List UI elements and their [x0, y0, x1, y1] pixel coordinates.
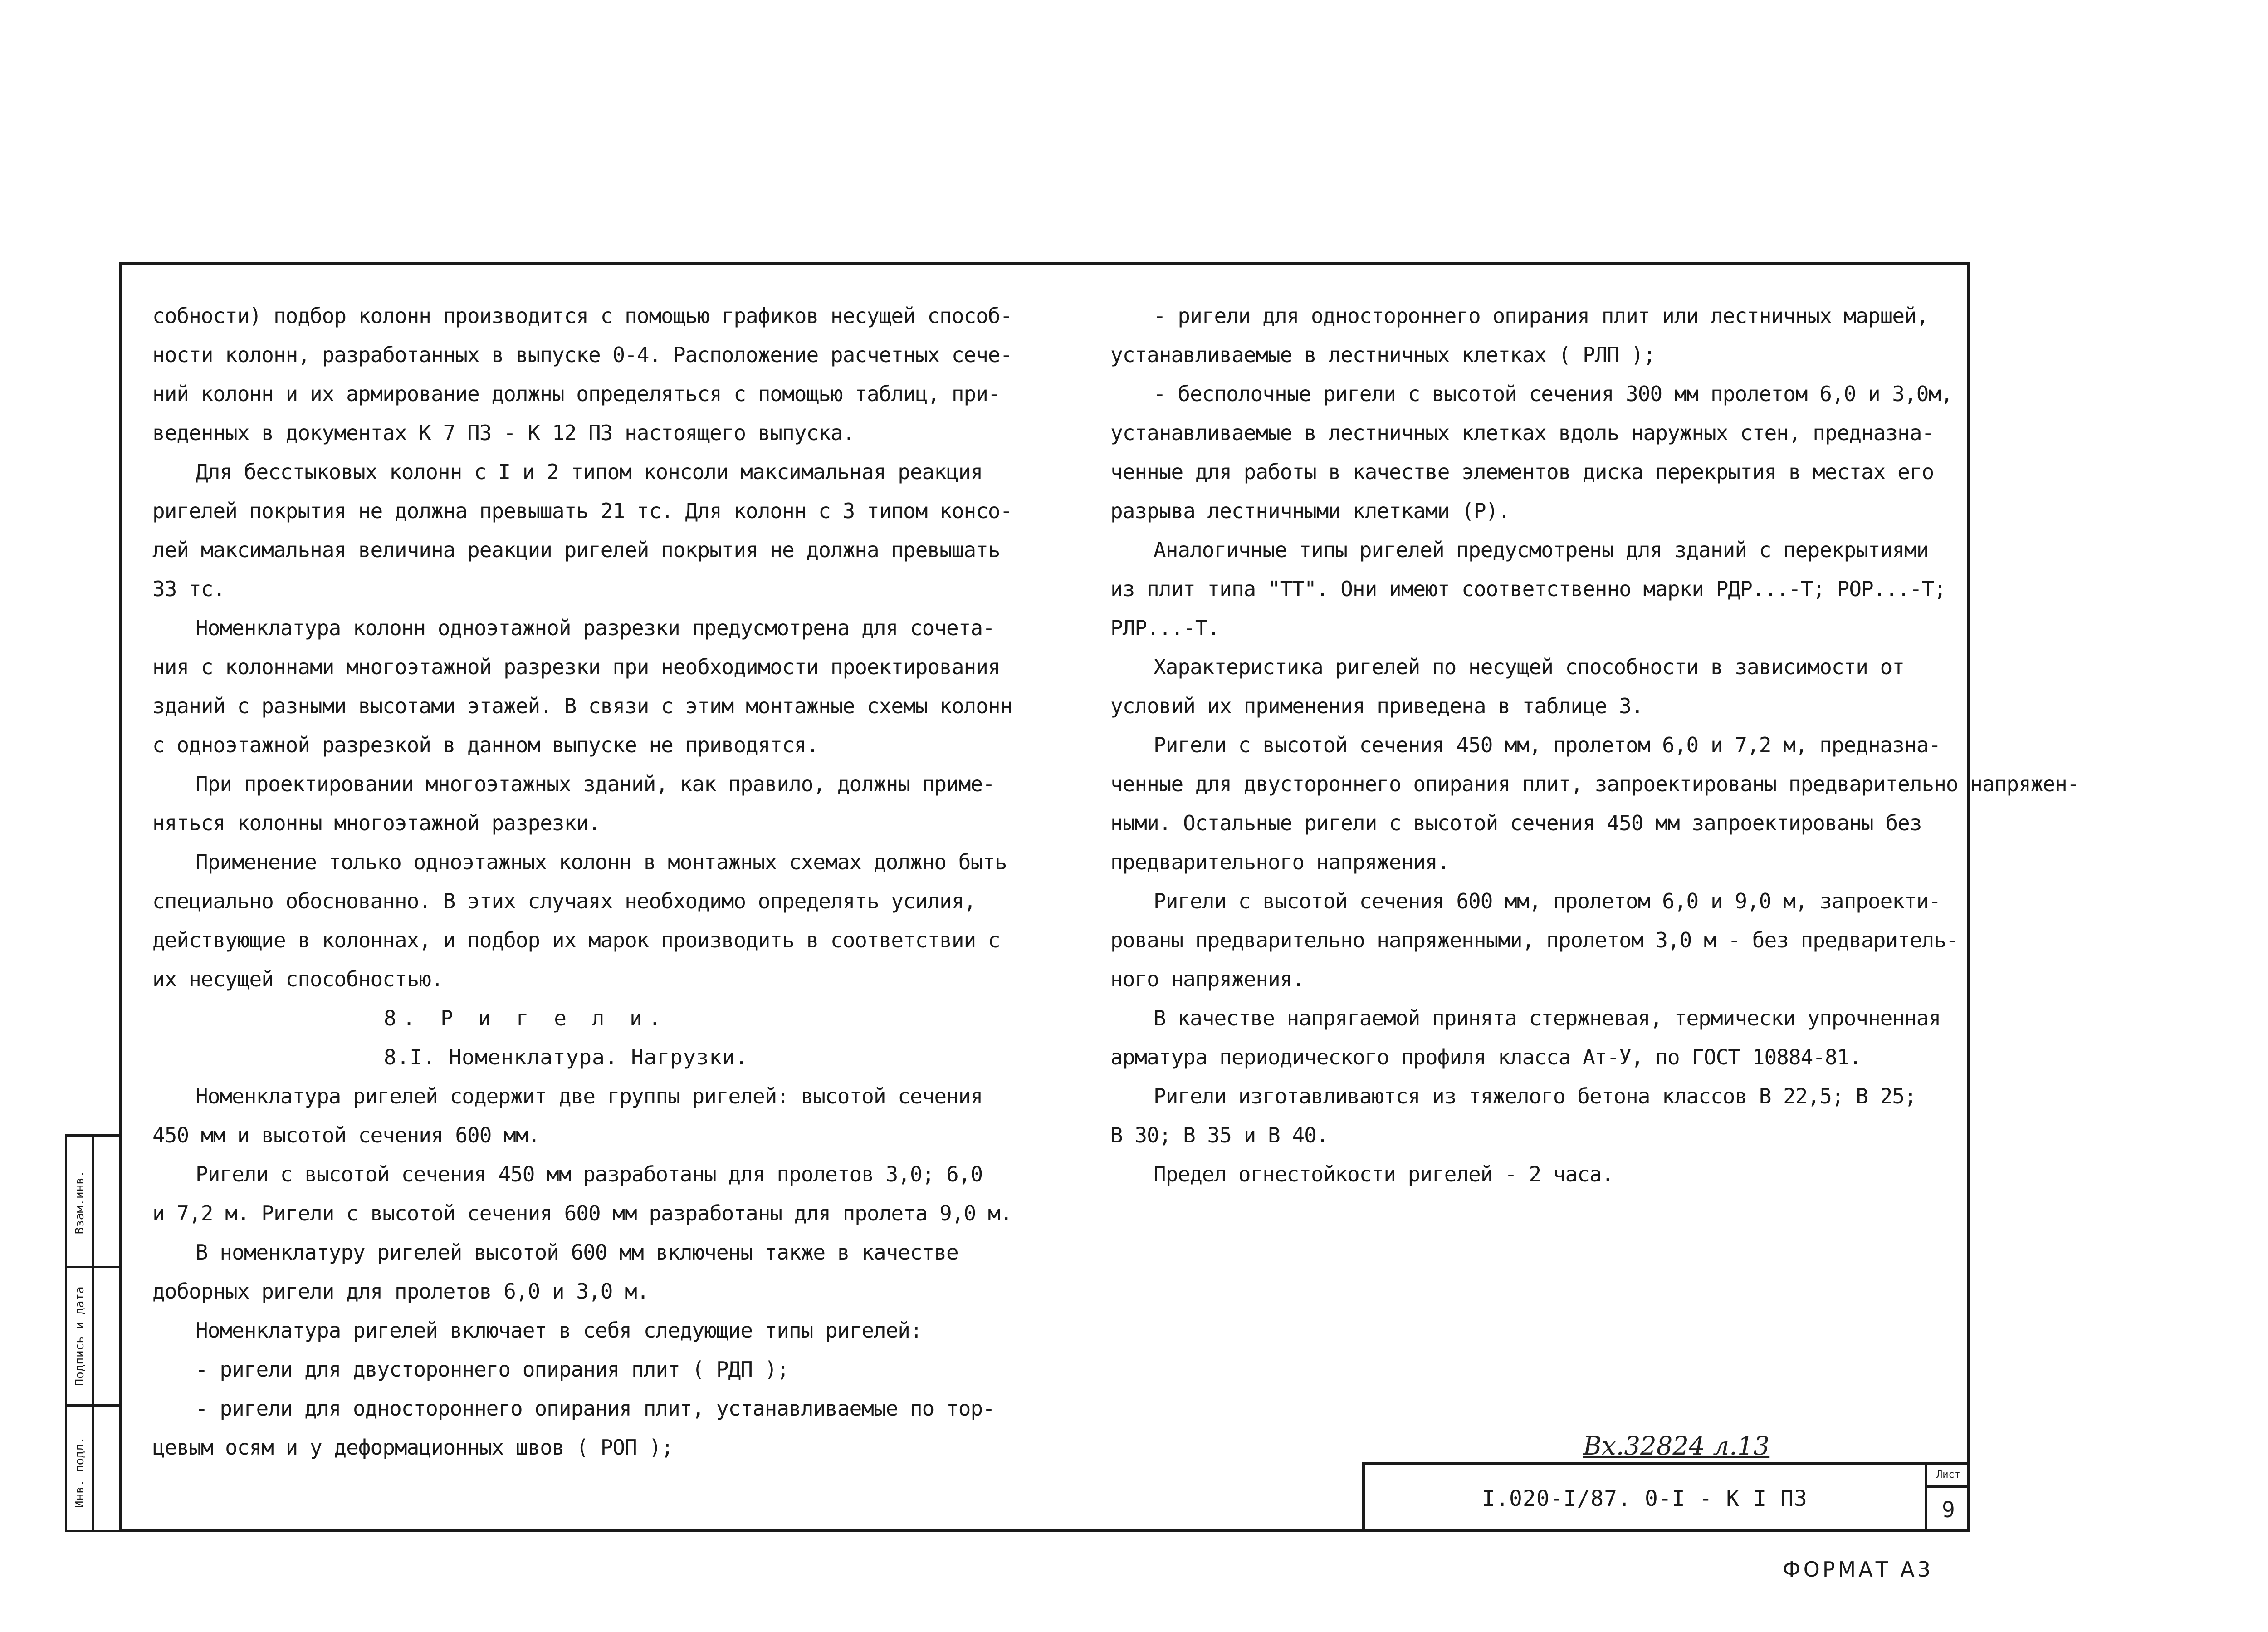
- paragraph: Ригели с высотой сечения 450 мм, пролетом 6,0 и 7,2 м, предназна- ченные для двустороннего опирания плит, запроектированы предварительно напряжен- ными. Остальные ригели с высотой сечения 450 мм запроектированы без предварительного напряжения.: [1110, 733, 2079, 874]
- list-item: - ригели для одностороннего опирания плит, устанавливаемые по тор- цевым осям и у деформационных швов ( РОП );: [152, 1396, 995, 1460]
- paragraph: Номенклатура колонн одноэтажной разрезки предусмотрена для сочета- ния с колоннами многоэтажной разрезки при необходимости проектирования зданий с разными высотами этажей. В связи с этим монтажные схемы колонн с одноэтажной разрезкой в данном выпуске не приводятся.: [152, 616, 1012, 757]
- handwritten-note: Вх.32824 л.13: [1583, 1431, 1770, 1461]
- paragraph: Номенклатура ригелей содержит две группы ригелей: высотой сечения 450 мм и высотой сечения 600 мм.: [152, 1084, 983, 1147]
- section-heading: 8. Р и г е л и.: [384, 1006, 668, 1030]
- list-item: - бесполочные ригели с высотой сечения 300 мм пролетом 6,0 и 3,0м, устанавливаемые в лестничных клетках вдоль наружных стен, предназна- ченные для работы в качестве элементов диска перекрытия в местах его разрыва лестничными клетками (Р).: [1110, 382, 1953, 523]
- list-item: - ригели для одностороннего опирания плит или лестничных маршей, устанавливаемые в лестничных клетках ( РЛП );: [1110, 304, 1929, 367]
- strip-label-replaced: Взам.инв.: [73, 1170, 87, 1235]
- paragraph: Ригели с высотой сечения 600 мм, пролетом 6,0 и 9,0 м, запроекти- рованы предварительно напряженными, пролетом 3,0 м - без предваритель- ного напряжения.: [1110, 889, 1958, 991]
- paragraph: Ригели с высотой сечения 450 мм разработаны для пролетов 3,0; 6,0 и 7,2 м. Ригели с высотой сечения 600 мм разработаны для пролета 9,0 м.: [152, 1162, 1012, 1225]
- paragraph: В номенклатуру ригелей высотой 600 мм включены также в качестве доборных ригели для пролетов 6,0 и 3,0 м.: [152, 1240, 958, 1304]
- strip-label-original: Инв. подл.: [73, 1436, 87, 1508]
- paragraph: Предел огнестойкости ригелей - 2 часа.: [1154, 1162, 1614, 1186]
- right-text-column: [1110, 296, 2079, 1194]
- paragraph: Ригели изготавливаются из тяжелого бетона классов В 22,5; В 25; В 30; В 35 и В 40.: [1110, 1084, 1916, 1147]
- paragraph: Характеристика ригелей по несущей способности в зависимости от условий их применения приведена в таблице 3.: [1110, 655, 1905, 718]
- document-sheet: [119, 262, 2079, 1532]
- approval-strip: [65, 1134, 119, 1532]
- strip-separator: [67, 1404, 119, 1407]
- strip-divider: [92, 1137, 94, 1530]
- sheet-number: 9: [1942, 1497, 1955, 1523]
- paragraph: В качестве напрягаемой принята стержневая, термически упрочненная арматура периодического профиля класса Ат-У, по ГОСТ 10884-81.: [1110, 1006, 1941, 1069]
- subsection-heading: 8.I. Номенклатура. Нагрузки.: [384, 1045, 748, 1069]
- paragraph: Номенклатура ригелей включает в себя следующие типы ригелей:: [196, 1318, 922, 1343]
- paragraph: При проектировании многоэтажных зданий, как правило, должны приме- няться колонны многоэтажной разрезки.: [152, 772, 995, 835]
- document-code: I.020-I/87. 0-I - К I ПЗ: [1482, 1486, 1808, 1511]
- left-text-column: [152, 296, 1023, 1467]
- paragraph: Для бесстыковых колонн с I и 2 типом консоли максимальная реакция ригелей покрытия не должна превышать 21 тс. Для колонн с 3 типом консо- лей максимальная величина реакции ригелей покрытия не должна превышать 33 тс.: [152, 460, 1012, 601]
- title-block: [1362, 1462, 1970, 1532]
- list-item: - ригели для двустороннего опирания плит ( РДП );: [196, 1357, 789, 1382]
- strip-separator: [67, 1266, 119, 1268]
- paragraph: Применение только одноэтажных колонн в монтажных схемах должно быть специально обоснованно. В этих случаях необходимо определять усилия, действующие в колоннах, и подбор их марок производить в соответствии с их несущей способностью.: [152, 850, 1007, 991]
- sheet-label: Лист: [1927, 1465, 1970, 1488]
- paragraph: собности) подбор колонн производится с помощью графиков несущей способ- ности колонн, разработанных в выпуске 0-4. Расположение расчетных сече- ний колонн и их армирование должны определяться с помощью таблиц, при- веденных в документах К 7 ПЗ - К 12 ПЗ настоящего выпуска.: [152, 304, 1012, 445]
- paragraph: Аналогичные типы ригелей предусмотрены для зданий с перекрытиями из плит типа "ТТ". Они имеют соответственно марки РДР...-Т; РОР...-Т; РЛР...-Т.: [1110, 538, 1946, 640]
- strip-label-signature: Подпись и дата: [73, 1286, 87, 1386]
- format-label: ФОРМАТ А3: [1783, 1557, 1934, 1582]
